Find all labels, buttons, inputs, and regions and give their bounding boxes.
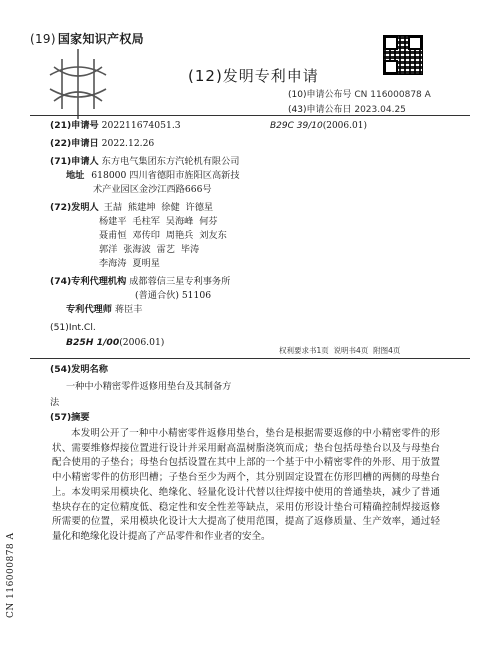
side-publication-number: CN 116000878 A bbox=[6, 532, 16, 618]
agency-line-1: 成都蓉信三星专利事务所 bbox=[129, 276, 231, 287]
section-rule bbox=[30, 358, 470, 359]
inventors-line-3: 聂甫恒 邓传印 周艳兵 刘友东 bbox=[99, 230, 227, 241]
ipc-secondary-code: B25H 1/00 bbox=[66, 337, 120, 348]
application-date bbox=[50, 137, 154, 152]
app-date-value: 2022.12.26 bbox=[101, 138, 155, 149]
office-name: 国家知识产权局 bbox=[57, 32, 144, 46]
invention-name-label: (54)发明名称 bbox=[50, 364, 108, 375]
office-code: (19) bbox=[30, 32, 56, 46]
publication-date bbox=[288, 102, 406, 115]
applicant-label: (71)申请人 bbox=[50, 156, 99, 167]
applicant bbox=[50, 155, 239, 170]
address-line-1: 618000 四川省德阳市旌阳区高新技 bbox=[91, 170, 240, 181]
address bbox=[66, 169, 240, 184]
cnipa-logo-icon bbox=[40, 45, 116, 123]
inventors-label: (72)发明人 bbox=[50, 202, 99, 213]
abstract-text: 本发明公开了一种中小精密零件返修用垫台，垫台是根据需要返修的中小精密零件的形状、需要维修焊接位置进行设计并采用耐高温树脂浇筑而成；垫台包括母垫台以及与母垫台配合使用的子垫台；母垫台包括设置在其中上部的一个基于中小精密零件的外形、用于放置中小精密零件的仿形凹槽；子垫台至少为两个，其分别固定设置在仿形凹槽的两侧的母垫台上。本发明采用模块化、绝缘化、轻量化设计代替以往焊接中使用的普通垫块，减少了普通垫块存在的定位精度低、稳定性和安全性差等缺点，采用仿形设计垫台可精确控制焊接返修所需要的位置，采用模块化设计大大提高了使用范围，提高了返修质量、生产效率，通过轻量化和绝缘化设计提高了产品零件和作业者的安全。 bbox=[52, 428, 440, 542]
inventors-line-1: 王喆 熊建坤 徐健 许德星 bbox=[103, 202, 214, 213]
ipc-main-code: B29C 39/10 bbox=[270, 121, 323, 131]
agency bbox=[50, 275, 230, 290]
application-number bbox=[50, 119, 181, 134]
invention-name-line-2: 法 bbox=[50, 397, 60, 408]
ipc-secondary bbox=[66, 336, 164, 351]
inventors-line-2: 杨建平 毛柱军 吴海峰 何芬 bbox=[99, 216, 218, 227]
address-line-2: 术产业园区金沙江西路666号 bbox=[93, 184, 212, 195]
header-rule bbox=[30, 115, 470, 116]
address-label: 地址 bbox=[66, 170, 85, 181]
app-date-label: (22)申请日 bbox=[50, 138, 99, 149]
agency-label: (74)专利代理机构 bbox=[50, 276, 127, 287]
pub-no-label: (10)申请公布号 bbox=[288, 90, 352, 100]
ipc-main-date: (2006.01) bbox=[322, 121, 367, 131]
invention-name-heading bbox=[50, 363, 108, 378]
pages-info: 权利要求书1页 说明书4页 附图4页 bbox=[279, 346, 401, 355]
agent-label: 专利代理师 bbox=[66, 304, 112, 315]
publication-number bbox=[288, 87, 431, 100]
pub-date-value: 2023.04.25 bbox=[354, 105, 406, 115]
ipc-main bbox=[270, 121, 367, 131]
app-no-label: (21)申请号 bbox=[50, 120, 99, 131]
pub-date-label: (43)申请公布日 bbox=[288, 105, 352, 115]
inventors-line-4: 郭洋 张海波 雷艺 毕涛 bbox=[99, 244, 200, 255]
address-cont bbox=[93, 183, 212, 198]
app-no-value: 202211674051.3 bbox=[101, 120, 181, 131]
doc-type-code: (12) bbox=[188, 67, 223, 85]
abstract-label: (57)摘要 bbox=[50, 412, 90, 423]
int-cl-label: (51)Int.Cl. bbox=[50, 322, 96, 333]
pub-no-value: CN 116000878 A bbox=[354, 90, 431, 100]
applicant-value: 东方电气集团东方汽轮机有限公司 bbox=[101, 156, 240, 167]
invention-name-line-1: 一种中小精密零件返修用垫台及其制备方 bbox=[66, 381, 232, 392]
doc-type-text: 发明专利申请 bbox=[222, 67, 319, 85]
inventors bbox=[50, 201, 213, 216]
inventors-line-5: 李海涛 夏明星 bbox=[99, 258, 160, 269]
agent-value: 蒋臣丰 bbox=[114, 304, 143, 315]
agent bbox=[66, 303, 142, 318]
ipc-secondary-date: (2006.01) bbox=[119, 337, 165, 348]
qr-code bbox=[383, 35, 423, 75]
abstract-heading bbox=[50, 411, 90, 426]
int-cl bbox=[50, 321, 96, 336]
document-type bbox=[188, 65, 319, 86]
agency-line-2: (普通合伙) 51106 bbox=[135, 290, 212, 301]
